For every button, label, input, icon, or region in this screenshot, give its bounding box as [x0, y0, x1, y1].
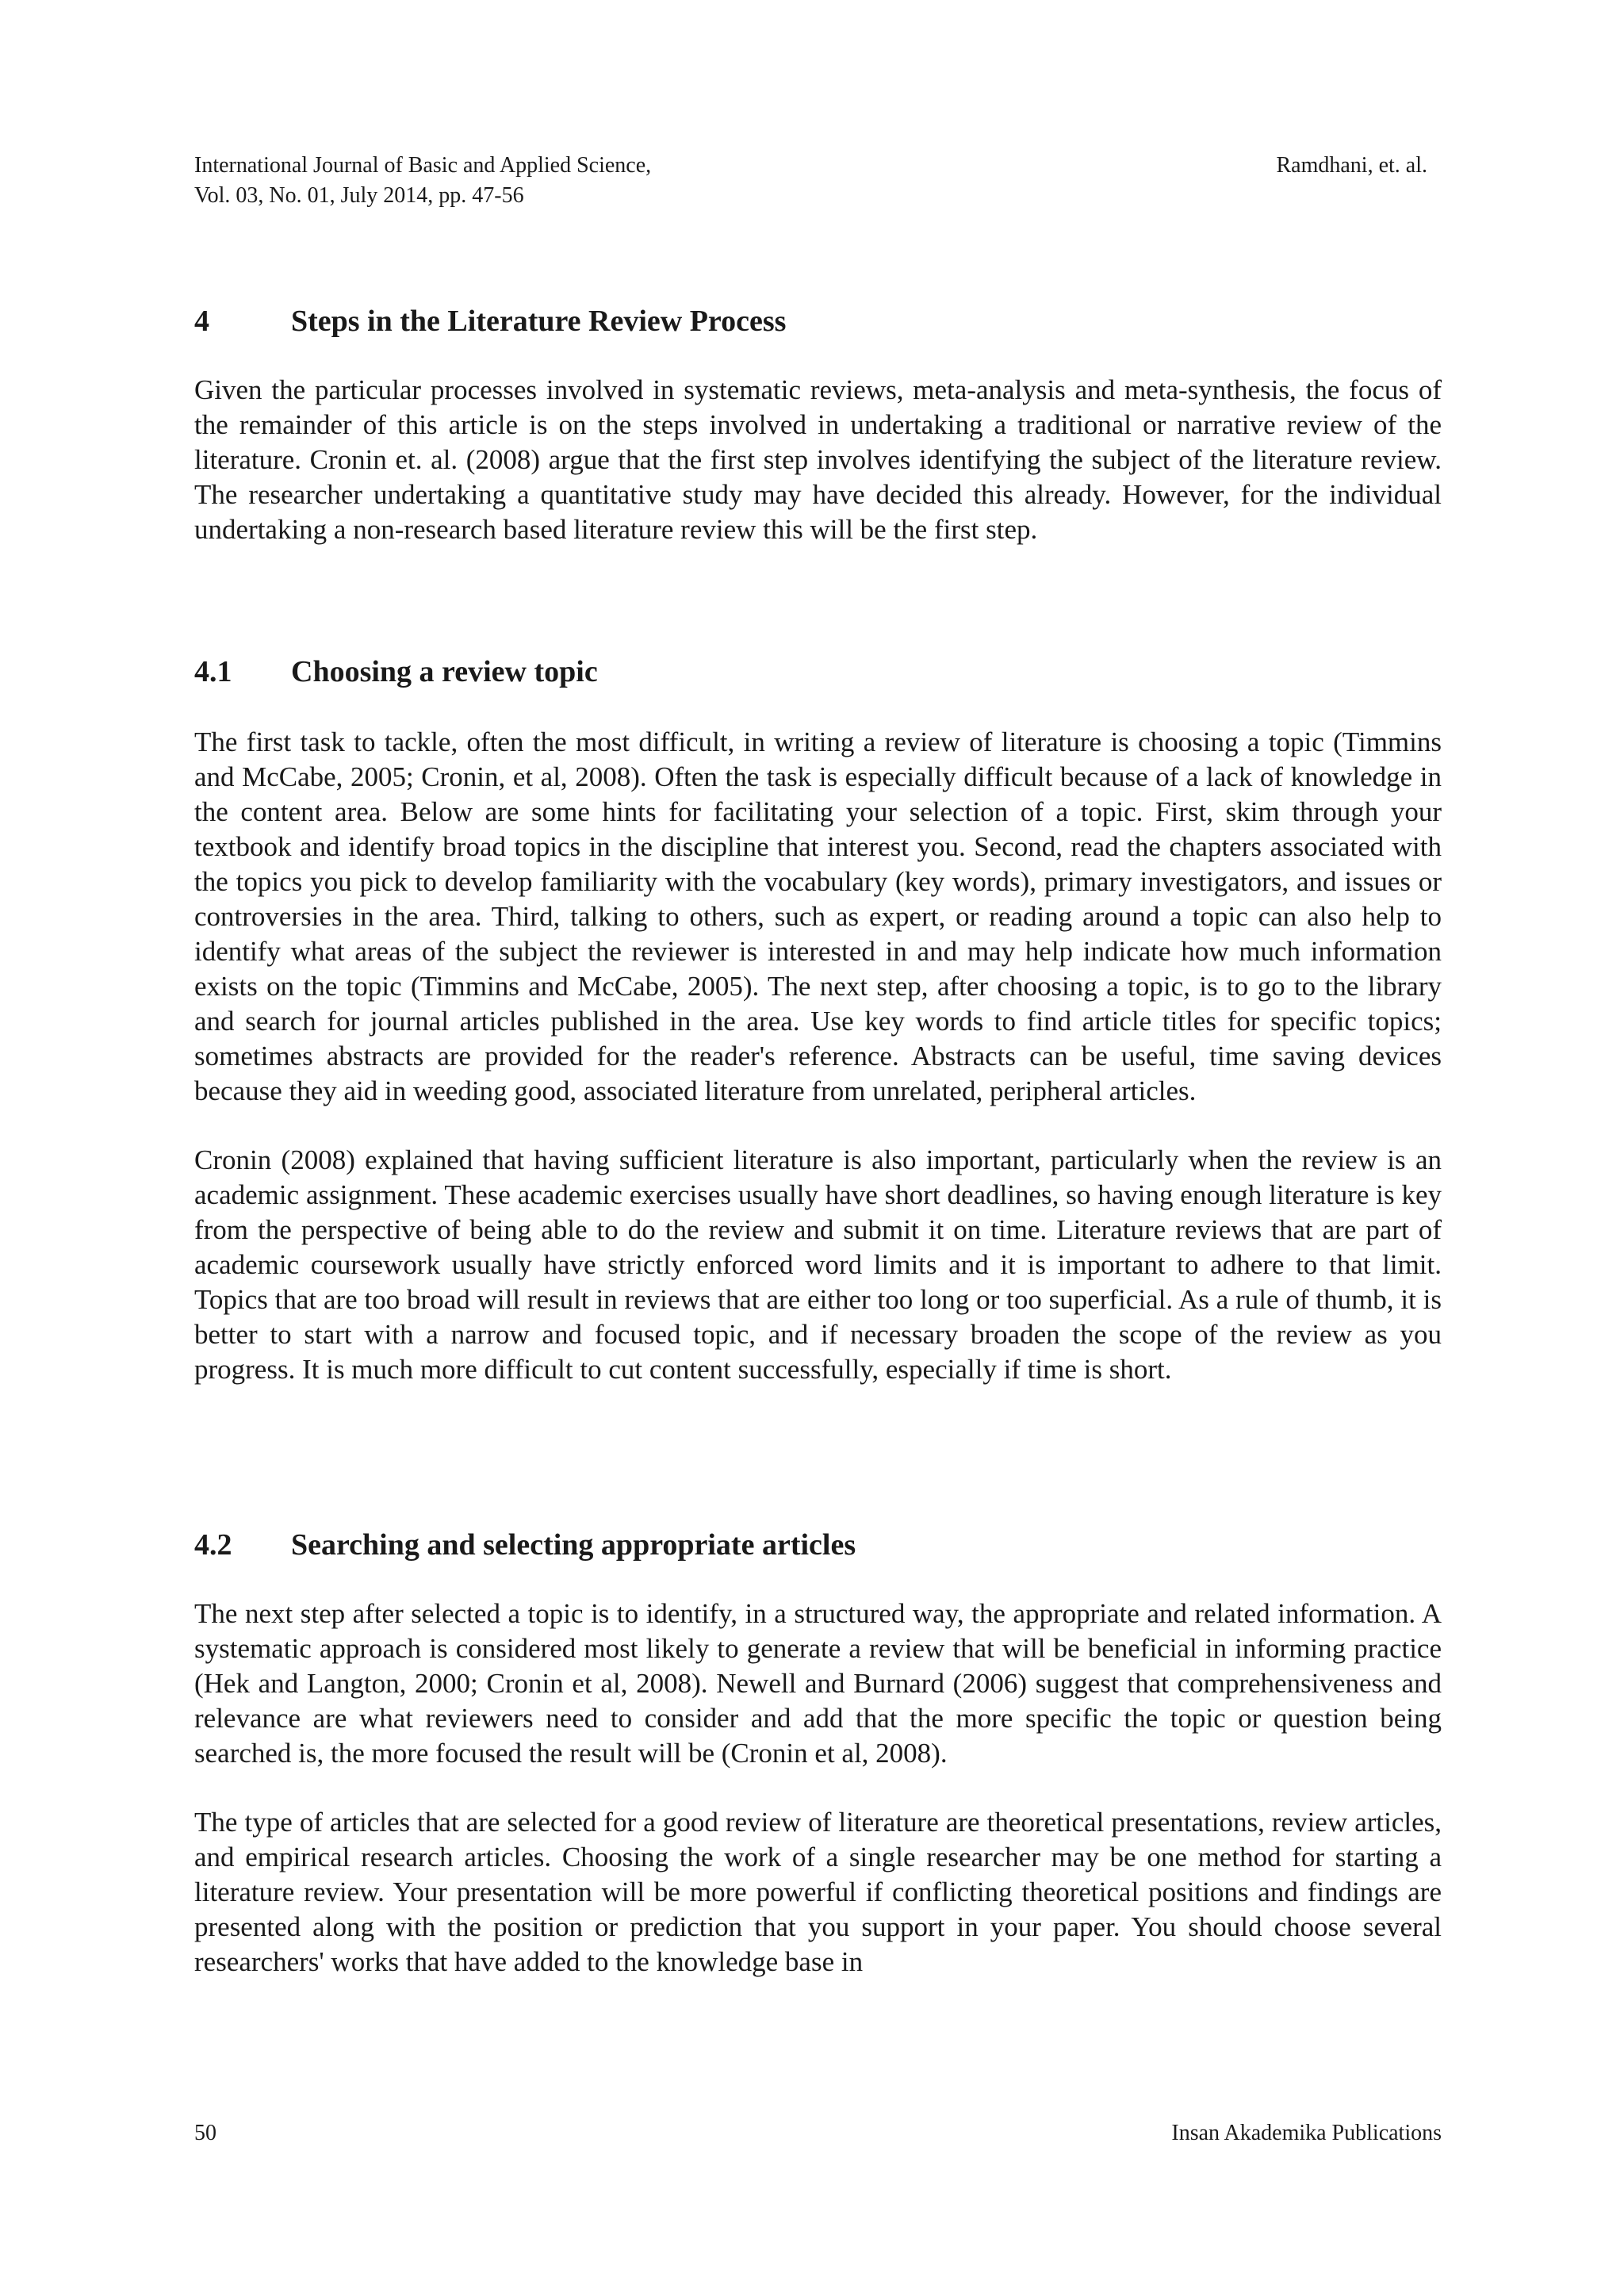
section-heading — [194, 301, 1442, 341]
section-number: 4 — [194, 305, 209, 338]
page-number: 50 — [194, 2121, 216, 2145]
header-authors: Ramdhani, et. al. — [1276, 153, 1427, 178]
journal-citation — [194, 151, 651, 211]
paragraph: The type of articles that are selected for a good review of literature are theoretical presentations, review articles, and empirical research articles. Choosing the work of a single researcher may be one method for starting a literature review. Your presentation will be more powerful if conflicting theoretical positions and findings are presented along with the position or prediction that you support in your paper. You should choose several researchers' works that have added to the knowledge base in — [194, 1807, 1442, 1977]
section-heading — [194, 652, 1442, 692]
paragraph: Cronin (2008) explained that having sufficient literature is also important, particularly when the review is an academic assignment. These academic exercises usually have short deadlines, so having enough literature is key from the perspective of being able to do the review and submit it on time. Literature reviews that are part of academic coursework usually have strictly enforced word limits and it is important to adhere to that limit. Topics that are too broad will result in reviews that are either too long or too superficial. As a rule of thumb, it is better to start with a narrow and focused topic, and if necessary broaden the scope of the review as you progress. It is much more difficult to cut content successfully, especially if time is short. — [194, 1144, 1442, 1385]
section-number: 4.1 — [194, 655, 232, 688]
section-4 — [194, 301, 1442, 547]
section-title: Choosing a review topic — [291, 655, 598, 688]
section-heading — [194, 1525, 1442, 1565]
section-title: Searching and selecting appropriate articles — [291, 1528, 856, 1562]
journal-volume: Vol. 03, No. 01, July 2014, pp. 47-56 — [194, 183, 524, 208]
publisher-name: Insan Akademika Publications — [1171, 2121, 1442, 2145]
section-title: Steps in the Literature Review Process — [291, 305, 787, 338]
section-number: 4.2 — [194, 1528, 232, 1562]
journal-name: International Journal of Basic and Applied Science, — [194, 153, 652, 178]
paragraph: The next step after selected a topic is to identify, in a structured way, the appropriate and related information. A systematic approach is considered most likely to generate a review that will be beneficial in informing practice (Hek and Langton, 2000; Cronin et al, 2008). Newell and Burnard (2006) suggest that comprehensiveness and relevance are what reviewers need to consider and add that the more specific the topic or question being searched is, the more focused the result will be (Cronin et al, 2008). — [194, 1598, 1442, 1769]
section-4-2 — [194, 1525, 1442, 1980]
paragraph: Given the particular processes involved in systematic reviews, meta-analysis and meta-synthesis, the focus of the remainder of this article is on the steps involved in undertaking a traditional or narrative review of the literature. Cronin et. al. (2008) argue that the first step involves identifying the subject of the literature review. The researcher undertaking a quantitative study may have decided this already. However, for the individual undertaking a non-research based literature review this will be the first step. — [194, 374, 1442, 545]
paragraph: The first task to tackle, often the most difficult, in writing a review of literature is choosing a topic (Timmins and McCabe, 2005; Cronin, et al, 2008). Often the task is especially difficult because of a lack of knowledge in the content area. Below are some hints for facilitating your selection of a topic. First, skim through your textbook and identify broad topics in the discipline that interest you. Second, read the chapters associated with the topics you pick to develop familiarity with the vocabulary (key words), primary investigators, and issues or controversies in the area. Third, talking to others, such as expert, or reading around a topic can also help to identify what areas of the subject the reviewer is interested in and may help indicate how much information exists on the topic (Timmins and McCabe, 2005). The next step, after choosing a topic, is to go to the library and search for journal articles published in the area. Use key words to find article titles for specific topics; sometimes abstracts are provided for the reader's reference. Abstracts can be useful, time saving devices because they aid in weeding good, associated literature from unrelated, peripheral articles. — [194, 726, 1442, 1106]
section-4-1 — [194, 652, 1442, 1387]
